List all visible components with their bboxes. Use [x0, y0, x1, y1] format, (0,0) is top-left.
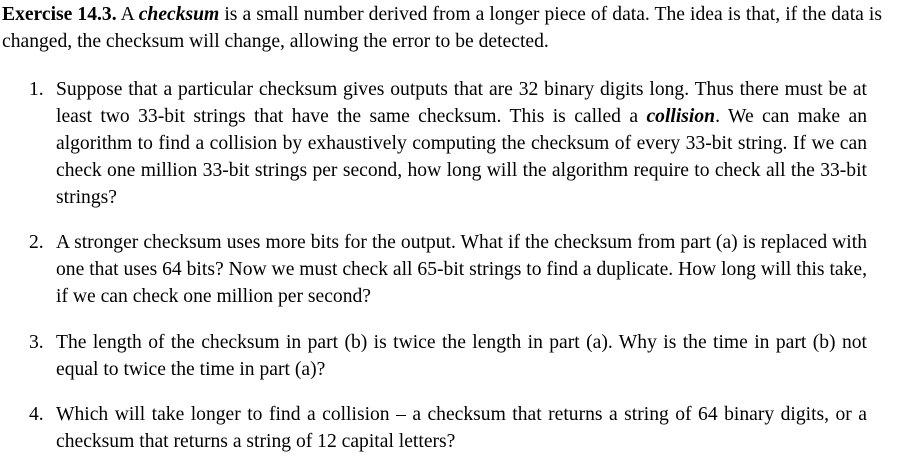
intro-text-start: A [116, 4, 139, 25]
list-item-text [56, 76, 867, 211]
intro-text-end: is a small number derived from a longer piece of data. The idea is that, if the data is changed, the checksum will change, allowing the error to be detected. [2, 4, 882, 52]
term-checksum: checksum [138, 4, 220, 25]
exercise-intro [2, 1, 882, 55]
list-item-number: 1. [29, 79, 44, 100]
list-item-number: 3. [29, 332, 44, 353]
list-item-number: 4. [29, 404, 44, 425]
list-item-text: A stronger checksum uses more bits for the output. What if the checksum from part (a) is replaced with one that uses 64 bits? Now we must check all 65-bit strings to find a duplicate. How long will this take, if we can check one million per second? [56, 232, 867, 307]
item-1-text-end: . We can make an algorithm to find a collision by exhaustively computing the checksum of every 33-bit string. If we can check one million 33-bit strings per second, how long will the algorithm require to check all the 33-bit strings? [56, 106, 867, 208]
list-item-text: The length of the checksum in part (b) is twice the length in part (a). Why is the time in part (b) not equal to twice the time in part (a)? [56, 332, 867, 380]
exercise-label: Exercise 14.3. [2, 4, 117, 25]
term-collision: collision [646, 106, 716, 127]
list-item-number: 2. [29, 232, 44, 253]
item-1-text-start: Suppose that a particular checksum gives outputs that are 32 binary digits long. Thus there must be at least two 33-bit strings that have the same checksum. This is called a [56, 79, 867, 127]
list-item-text: Which will take longer to find a collision – a checksum that returns a string of 64 binary digits, or a checksum that returns a string of 12 capital letters? [56, 404, 867, 452]
